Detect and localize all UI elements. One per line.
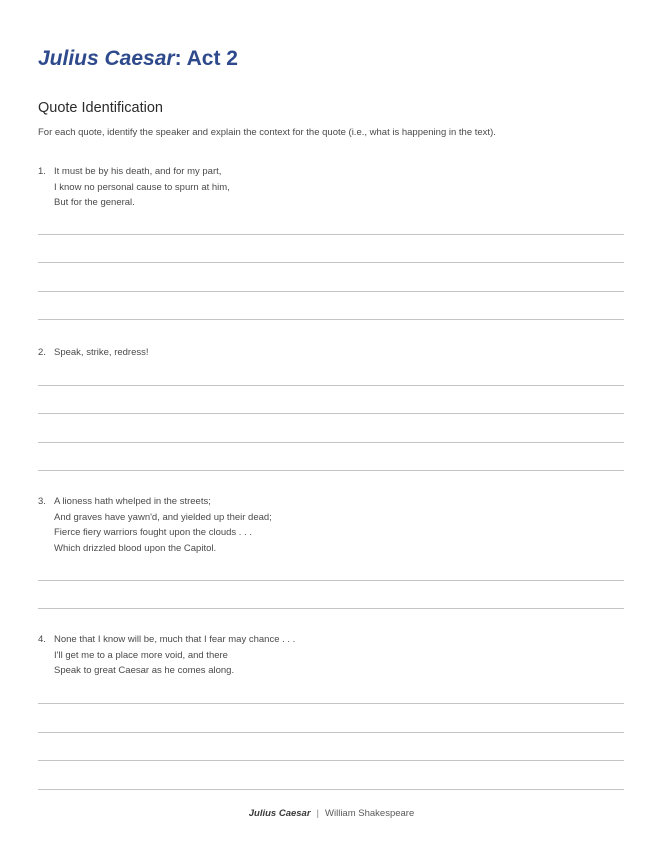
quote-line: And graves have yawn'd, and yielded up their dead;	[54, 511, 272, 523]
quote-line: None that I know will be, much that I fear may chance . . .	[54, 634, 296, 645]
page-title	[38, 44, 238, 74]
question-number: 2.	[38, 347, 46, 358]
instructions-text: For each quote, identify the speaker and explain the context for the quote (i.e., what is happening in the text).	[38, 127, 496, 138]
answer-line[interactable]	[38, 385, 624, 386]
answer-line[interactable]	[38, 789, 624, 790]
answer-line[interactable]	[38, 442, 624, 443]
quote-line: A lioness hath whelped in the streets;	[54, 496, 211, 507]
answer-line[interactable]	[38, 413, 624, 414]
answer-line[interactable]	[38, 470, 624, 471]
quote-line: I'll get me to a place more void, and there	[54, 649, 228, 661]
footer-author: William Shakespeare	[325, 808, 415, 819]
quote-text	[54, 164, 230, 211]
question-number: 4.	[38, 634, 46, 645]
answer-line[interactable]	[38, 319, 624, 320]
quote-line: I know no personal cause to spurn at him,	[54, 181, 230, 193]
answer-line[interactable]	[38, 580, 624, 581]
answer-line[interactable]	[38, 234, 624, 235]
answer-line[interactable]	[38, 703, 624, 704]
section-heading: Quote Identification	[38, 100, 163, 116]
quote-line: Fierce fiery warriors fought upon the clouds . . .	[54, 527, 253, 538]
quote-text	[54, 345, 149, 361]
answer-line[interactable]	[38, 732, 624, 733]
question-number: 1.	[38, 166, 46, 177]
footer-book-title: Julius Caesar	[248, 808, 311, 819]
footer-separator: |	[316, 808, 320, 819]
question-number: 3.	[38, 496, 46, 507]
quote-line: Speak, strike, redress!	[54, 347, 149, 358]
quote-line: Speak to great Caesar as he comes along.	[54, 665, 235, 676]
quote-line: It must be by his death, and for my part,	[54, 166, 222, 177]
answer-line[interactable]	[38, 291, 624, 292]
page-footer	[0, 806, 663, 822]
title-act: : Act 2	[174, 47, 238, 70]
quote-text	[54, 494, 272, 556]
quote-line: But for the general.	[54, 197, 135, 208]
quote-text	[54, 632, 295, 679]
quote-line: Which drizzled blood upon the Capitol.	[54, 542, 217, 554]
answer-line[interactable]	[38, 760, 624, 761]
title-work: Julius Caesar	[38, 47, 175, 70]
answer-line[interactable]	[38, 608, 624, 609]
answer-line[interactable]	[38, 262, 624, 263]
